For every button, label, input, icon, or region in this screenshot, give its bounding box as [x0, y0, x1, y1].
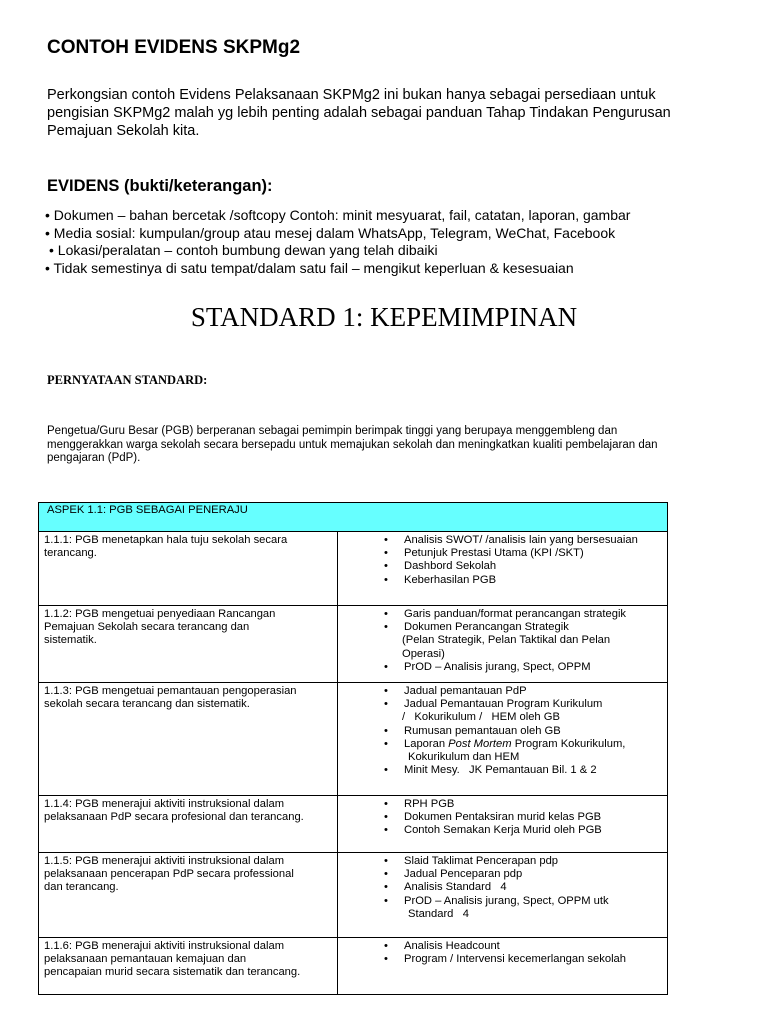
evidence-list [344, 534, 662, 587]
evidence-item [344, 824, 662, 837]
evidence-cell [338, 683, 668, 796]
document-title: CONTOH EVIDENS SKPMg2 [47, 37, 301, 58]
evidence-text: Program Kokurikulum, [511, 737, 626, 750]
criterion-line: 1.1.2: PGB mengetuai penyediaan Rancangan [44, 608, 276, 620]
table-row [39, 532, 668, 606]
evidence-cell [338, 853, 668, 938]
bullet-icon: • [384, 894, 388, 907]
pernyataan-line: Pengetua/Guru Besar (PGB) berperanan sebagai pemimpin berimpak tinggi yang berupaya menggembleng dan [47, 425, 618, 437]
intro-line: Pemajuan Sekolah kita. [47, 123, 200, 139]
bullet-icon: • [384, 881, 388, 894]
table-row [39, 796, 668, 853]
evidens-heading: EVIDENS (bukti/keterangan): [47, 177, 273, 195]
bullet-icon: • [384, 724, 388, 737]
evidence-item [344, 634, 662, 647]
evidence-list [344, 855, 662, 921]
bullet-icon: • [384, 868, 388, 881]
bullet-icon: • [384, 737, 388, 750]
evidence-text: Rumusan pemantauan oleh GB [404, 724, 561, 737]
evidence-text: PrOD – Analisis jurang, Spect, OPPM utk [404, 894, 609, 907]
bullet-icon: • [384, 798, 388, 810]
bullet-icon: • [384, 698, 388, 711]
bullet-icon: • [384, 811, 388, 824]
evidens-list [45, 207, 630, 277]
pernyataan-line: pengajaran (PdP). [47, 452, 141, 464]
evidence-item [344, 574, 662, 587]
intro-line: Perkongsian contoh Evidens Pelaksanaan SKPMg2 ini bukan hanya sebagai persediaan untuk [47, 87, 656, 103]
bullet-icon: • [384, 764, 388, 777]
evidence-text: (Pelan Strategik, Pelan Taktikal dan Pelan [402, 634, 611, 647]
bullet-icon: • [384, 685, 388, 697]
evidence-cell [338, 532, 668, 606]
evidence-item [344, 868, 662, 881]
bullet-icon: • [384, 855, 388, 867]
criterion-line: pelaksanaan pemantauan kemajuan dan [44, 953, 247, 966]
pernyataan-heading: PERNYATAAN STANDARD: [47, 373, 208, 387]
evidence-cell [338, 796, 668, 853]
evidence-item [344, 560, 662, 573]
evidence-text: Slaid Taklimat Pencerapan pdp [404, 855, 559, 867]
criterion-line: 1.1.5: PGB menerajui aktiviti instruksional dalam [44, 855, 285, 867]
aspek-table [38, 502, 668, 995]
evidence-item [344, 608, 662, 621]
evidence-item [344, 855, 662, 868]
evidence-text: Minit Mesy. JK Pemantauan Bil. 1 & 2 [404, 764, 597, 777]
evidence-text: Analisis Headcount [404, 940, 500, 952]
evidence-text: PrOD – Analisis jurang, Spect, OPPM [404, 660, 591, 673]
evidence-text: Dokumen Perancangan Strategik [404, 621, 569, 634]
aspek-table-body [39, 503, 668, 995]
criterion-cell [39, 532, 338, 606]
bullet-icon: • [384, 824, 388, 837]
evidence-item [344, 648, 662, 661]
criterion-line: 1.1.6: PGB menerajui aktiviti instruksional dalam [44, 940, 285, 952]
bullet-icon: • [384, 940, 388, 952]
criterion-line: sekolah secara terancang dan sistematik. [44, 698, 250, 711]
criterion-cell [39, 938, 338, 995]
table-row [39, 938, 668, 995]
evidence-text: Garis panduan/format perancangan strategik [404, 608, 627, 620]
criterion-line: 1.1.4: PGB menerajui aktiviti instruksional dalam [44, 798, 285, 810]
evidence-item [344, 953, 662, 966]
criterion-line: terancang. [44, 547, 97, 560]
evidence-text: Kokurikulum dan HEM [408, 751, 520, 764]
criterion-line: sistematik. [44, 634, 97, 647]
evidence-item [344, 621, 662, 634]
criterion-cell [39, 853, 338, 938]
criterion-cell [39, 796, 338, 853]
evidence-item [344, 811, 662, 824]
evidence-item [344, 895, 662, 908]
evidence-item [344, 547, 662, 560]
aspek-header-row [39, 503, 668, 532]
evidence-list [344, 940, 662, 966]
pernyataan-line: menggerakkan warga sekolah secara bersepadu untuk memajukan sekolah dan meningkatkan kualiti pembelajaran dan [47, 438, 658, 451]
evidence-cell [338, 938, 668, 995]
evidence-item [344, 738, 662, 751]
criterion-line: 1.1.1: PGB menetapkan hala tuju sekolah secara [44, 534, 288, 546]
evidence-list [344, 798, 662, 838]
table-row [39, 606, 668, 683]
evidence-text: Dokumen Pentaksiran murid kelas PGB [404, 811, 602, 824]
bullet-icon: • [384, 547, 388, 560]
evidence-item [344, 711, 662, 724]
evidence-text: Standard 4 [408, 907, 469, 920]
evidens-item: • Dokumen – bahan bercetak /softcopy Contoh: minit mesyuarat, fail, catatan, laporan, gambar [45, 207, 631, 223]
evidence-item [344, 764, 662, 777]
evidence-text: Jadual pemantauan PdP [404, 685, 527, 697]
bullet-icon: • [384, 534, 388, 546]
bullet-icon: • [384, 953, 388, 966]
evidence-cell [338, 606, 668, 683]
criterion-cell [39, 606, 338, 683]
pernyataan-paragraph [47, 425, 727, 466]
criterion-line: pelaksanaan pencerapan PdP secara professional [44, 868, 294, 881]
evidens-item: • Lokasi/peralatan – contoh bumbung dewan yang telah dibaiki [49, 242, 438, 258]
evidence-text: Operasi) [402, 647, 445, 660]
evidens-item: • Media sosial: kumpulan/group atau mesej dalam WhatsApp, Telegram, WeChat, Facebook [45, 224, 616, 241]
evidence-text: Contoh Semakan Kerja Murid oleh PGB [404, 824, 602, 837]
table-row [39, 853, 668, 938]
criterion-cell [39, 683, 338, 796]
bullet-icon: • [384, 660, 388, 673]
evidence-list [344, 685, 662, 777]
evidence-text: Program / Intervensi kecemerlangan sekolah [404, 953, 626, 966]
evidence-item [344, 725, 662, 738]
evidence-text: Keberhasilan PGB [404, 573, 497, 586]
evidence-list [344, 608, 662, 674]
bullet-icon: • [384, 608, 388, 620]
evidence-text: Laporan [404, 737, 449, 750]
aspek-header: ASPEK 1.1: PGB SEBAGAI PENERAJU [39, 503, 668, 532]
evidence-text: Analisis Standard 4 [404, 881, 507, 894]
evidence-item [344, 881, 662, 894]
evidence-item [344, 661, 662, 674]
evidence-item [344, 940, 662, 953]
criterion-line: pelaksanaan PdP secara profesional dan terancang. [44, 811, 304, 824]
evidence-text: Dashbord Sekolah [404, 560, 497, 573]
bullet-icon: • [384, 621, 388, 634]
intro-line: pengisian SKPMg2 malah yg lebih penting adalah sebagai panduan Tahap Tindakan Pengurusan [47, 105, 671, 121]
evidence-text: RPH PGB [404, 798, 455, 810]
evidence-text: Jadual Pemantauan Program Kurikulum [404, 698, 603, 711]
evidence-text: Jadual Penceparan pdp [404, 868, 523, 881]
evidence-text: Petunjuk Prestasi Utama (KPI /SKT) [404, 547, 584, 560]
criterion-line: Pemajuan Sekolah secara terancang dan [44, 621, 250, 634]
evidens-item: • Tidak semestinya di satu tempat/dalam satu fail – mengikut keperluan & kesesuaian [45, 259, 574, 276]
criterion-line: pencapaian murid secara sistematik dan terancang. [44, 966, 301, 979]
bullet-icon: • [384, 573, 388, 586]
evidence-item [344, 751, 662, 764]
bullet-icon: • [384, 560, 388, 573]
standard-title: STANDARD 1: KEPEMIMPINAN [190, 302, 578, 332]
criterion-line: 1.1.3: PGB mengetuai pemantauan pengoperasian [44, 685, 297, 697]
evidence-item [344, 685, 662, 698]
evidence-item [344, 698, 662, 711]
evidence-text: / Kokurikulum / HEM oleh GB [402, 711, 560, 724]
evidence-text: Analisis SWOT/ /analisis lain yang bersesuaian [404, 534, 638, 546]
evidence-item [344, 798, 662, 811]
criterion-line: dan terancang. [44, 881, 119, 894]
intro-paragraph [47, 86, 727, 140]
table-row [39, 683, 668, 796]
evidence-item [344, 908, 662, 921]
evidence-text-emphasis: Post Mortem [448, 737, 512, 750]
evidence-item [344, 534, 662, 547]
